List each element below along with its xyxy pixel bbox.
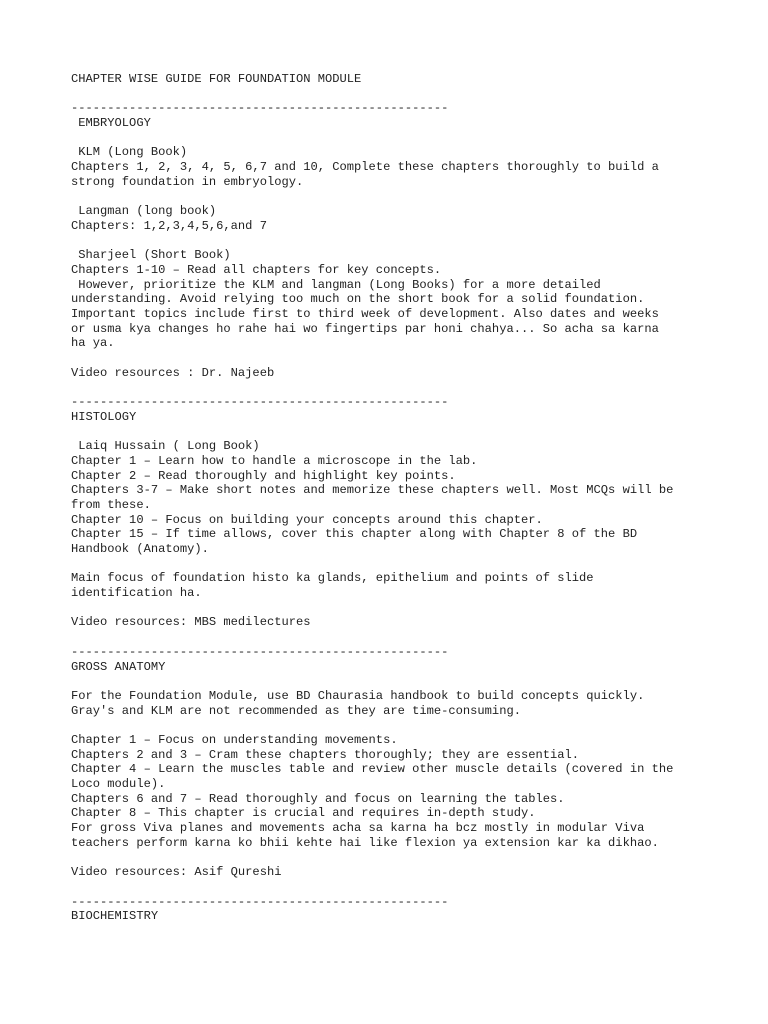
text-line: Loco module). bbox=[71, 777, 166, 791]
text-line: Handbook (Anatomy). bbox=[71, 542, 209, 556]
blank-line bbox=[71, 880, 731, 895]
text-line: Sharjeel (Short Book) bbox=[71, 248, 231, 263]
text-line: Chapters 3-7 – Make short notes and memorize these chapters well. Most MCQs will be bbox=[71, 483, 674, 498]
section-divider: ---------------------------------------------------- bbox=[71, 894, 449, 909]
text-line: Chapter 8 – This chapter is crucial and requires in-depth study. bbox=[71, 806, 536, 821]
blank-line bbox=[71, 234, 731, 249]
section-heading: GROSS ANATOMY bbox=[71, 659, 166, 674]
blank-line bbox=[71, 630, 731, 645]
text-line: Chapters: 1,2,3,4,5,6,and 7 bbox=[71, 218, 267, 233]
text-line: Chapters 6 and 7 – Read thoroughly and focus on learning the tables. bbox=[71, 791, 565, 806]
section-heading: EMBRYOLOGY bbox=[71, 116, 151, 131]
section-heading: BIOCHEMISTRY bbox=[71, 909, 159, 924]
text-line: understanding. Avoid relying too much on the short book for a solid foundation. bbox=[71, 292, 645, 307]
text-line: strong foundation in embryology. bbox=[71, 174, 304, 189]
blank-line bbox=[71, 425, 731, 440]
text-line: Main focus of foundation histo ka glands, epithelium and points of slide bbox=[71, 571, 594, 586]
blank-line bbox=[71, 850, 731, 865]
text-line: Chapter 10 – Focus on building your concepts around this chapter. bbox=[71, 512, 543, 527]
blank-line bbox=[71, 380, 731, 395]
blank-line bbox=[71, 87, 731, 102]
text-line: Gray's and KLM are not recommended as they are time-consuming. bbox=[71, 703, 521, 718]
blank-line bbox=[71, 131, 731, 146]
document-body bbox=[71, 72, 731, 924]
blank-line bbox=[71, 351, 731, 366]
document-title: CHAPTER WISE GUIDE FOR FOUNDATION MODULE bbox=[71, 72, 362, 86]
text-line: Chapter 4 – Learn the muscles table and review other muscle details (covered in the bbox=[71, 762, 674, 777]
blank-line bbox=[71, 601, 731, 616]
text-line: Chapter 2 – Read thoroughly and highlight key points. bbox=[71, 468, 456, 483]
text-line: Laiq Hussain ( Long Book) bbox=[71, 439, 260, 454]
text-line: Chapter 15 – If time allows, cover this chapter along with Chapter 8 of the BD bbox=[71, 527, 638, 542]
section-divider: ---------------------------------------------------- bbox=[71, 101, 449, 116]
text-line: For the Foundation Module, use BD Chaurasia handbook to build concepts quickly. bbox=[71, 688, 645, 703]
text-line: Chapters 1, 2, 3, 4, 5, 6,7 and 10, Complete these chapters thoroughly to build a bbox=[71, 160, 659, 175]
text-line: Video resources: MBS medilectures bbox=[71, 615, 311, 630]
blank-line bbox=[71, 718, 731, 733]
text-line: Video resources: Asif Qureshi bbox=[71, 865, 282, 880]
text-line: Langman (long book) bbox=[71, 204, 217, 219]
section-divider: ---------------------------------------------------- bbox=[71, 395, 449, 410]
text-line: teachers perform karna ko bhii kehte hai like flexion ya extension kar ka dikhao. bbox=[71, 835, 659, 850]
text-line: Chapters 1-10 – Read all chapters for key concepts. bbox=[71, 262, 442, 277]
text-line: KLM (Long Book) bbox=[71, 145, 188, 160]
blank-line bbox=[71, 557, 731, 572]
text-line: Video resources : Dr. Najeeb bbox=[71, 365, 275, 380]
text-line: Chapter 1 – Focus on understanding movements. bbox=[71, 732, 398, 747]
text-line: However, prioritize the KLM and langman (Long Books) for a more detailed bbox=[71, 277, 601, 292]
text-line: or usma kya changes ho rahe hai wo fingertips par honi chahya... So acha sa karna bbox=[71, 321, 659, 336]
text-line: For gross Viva planes and movements acha sa karna ha bcz mostly in modular Viva bbox=[71, 821, 645, 836]
text-line: ha ya. bbox=[71, 336, 115, 351]
text-line: Chapters 2 and 3 – Cram these chapters thoroughly; they are essential. bbox=[71, 747, 580, 762]
text-line: Important topics include first to third week of development. Also dates and weeks bbox=[71, 307, 659, 321]
text-line: Chapter 1 – Learn how to handle a microscope in the lab. bbox=[71, 453, 478, 468]
blank-line bbox=[71, 674, 731, 689]
section-divider: ---------------------------------------------------- bbox=[71, 644, 449, 659]
section-heading: HISTOLOGY bbox=[71, 409, 137, 424]
text-line: identification ha. bbox=[71, 586, 202, 601]
text-line: from these. bbox=[71, 497, 151, 512]
blank-line bbox=[71, 190, 731, 205]
